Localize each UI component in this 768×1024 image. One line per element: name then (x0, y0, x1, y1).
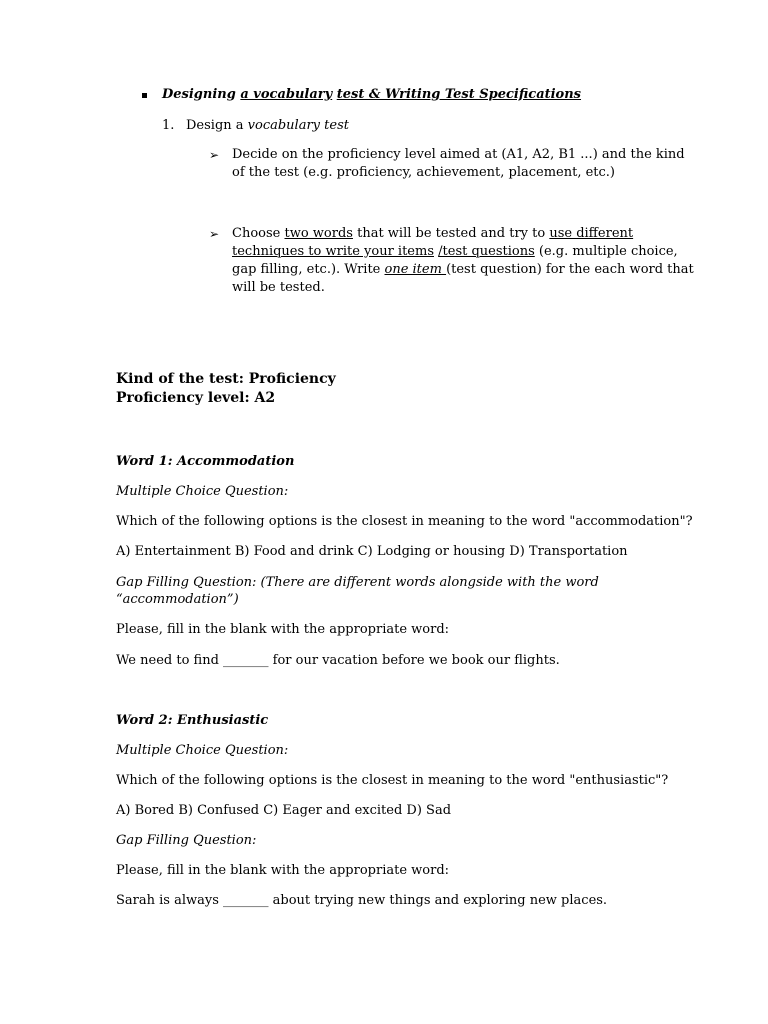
word2-gap-sentence: Sarah is always _______ about trying new things and exploring new places. (116, 893, 608, 908)
proficiency-level: Proficiency level: A2 (116, 390, 276, 406)
task-number: 1. (162, 118, 175, 133)
word1-mcq-question: Which of the following options is the closest in meaning to the word "accommodation"? (116, 514, 693, 529)
word2-mcq-options: A) Bored B) Confused C) Eager and excited D) Sad (116, 803, 452, 818)
task-label: Design a vocabulary test (186, 118, 349, 133)
word1-gap-sentence: We need to find _______ for our vacation before we book our flights. (116, 653, 560, 668)
task-point-1-line-2: of the test (e.g. proficiency, achievement, placement, etc.) (232, 165, 615, 180)
word2-mcq-label: Multiple Choice Question: (116, 743, 289, 758)
word2-mcq-question: Which of the following options is the closest in meaning to the word "enthusiastic"? (116, 773, 669, 788)
word1-gap-label-line-1: Gap Filling Question: (There are different words alongside with the word (116, 575, 599, 590)
task-point-2-line-4: will be tested. (232, 280, 325, 295)
task-point-2-line-2: techniques to write your items /test questions (e.g. multiple choice, (232, 244, 678, 259)
word1-gap-label-line-2: “accommodation”) (116, 592, 239, 607)
task-point-1-line-1: Decide on the proficiency level aimed at (A1, A2, B1 ...) and the kind (232, 147, 685, 162)
word2-heading: Word 2: Enthusiastic (116, 713, 269, 728)
arrow-bullet-icon: ➢ (209, 227, 220, 241)
word2-gap-label: Gap Filling Question: (116, 833, 257, 848)
square-bullet-icon (142, 93, 147, 98)
word1-mcq-label: Multiple Choice Question: (116, 484, 289, 499)
word1-mcq-options: A) Entertainment B) Food and drink C) Lodging or housing D) Transportation (116, 544, 628, 559)
task-point-2-line-3: gap filling, etc.). Write one item (test question) for the each word that (232, 262, 694, 277)
document-title: Designing a vocabulary test & Writing Test Specifications (162, 87, 582, 102)
word2-gap-instruction: Please, fill in the blank with the appropriate word: (116, 863, 450, 878)
arrow-bullet-icon: ➢ (209, 148, 220, 162)
word1-gap-instruction: Please, fill in the blank with the appropriate word: (116, 622, 450, 637)
test-kind: Kind of the test: Proficiency (116, 371, 336, 387)
word1-heading: Word 1: Accommodation (116, 454, 295, 469)
task-point-2-line-1: Choose two words that will be tested and try to use different (232, 226, 634, 241)
